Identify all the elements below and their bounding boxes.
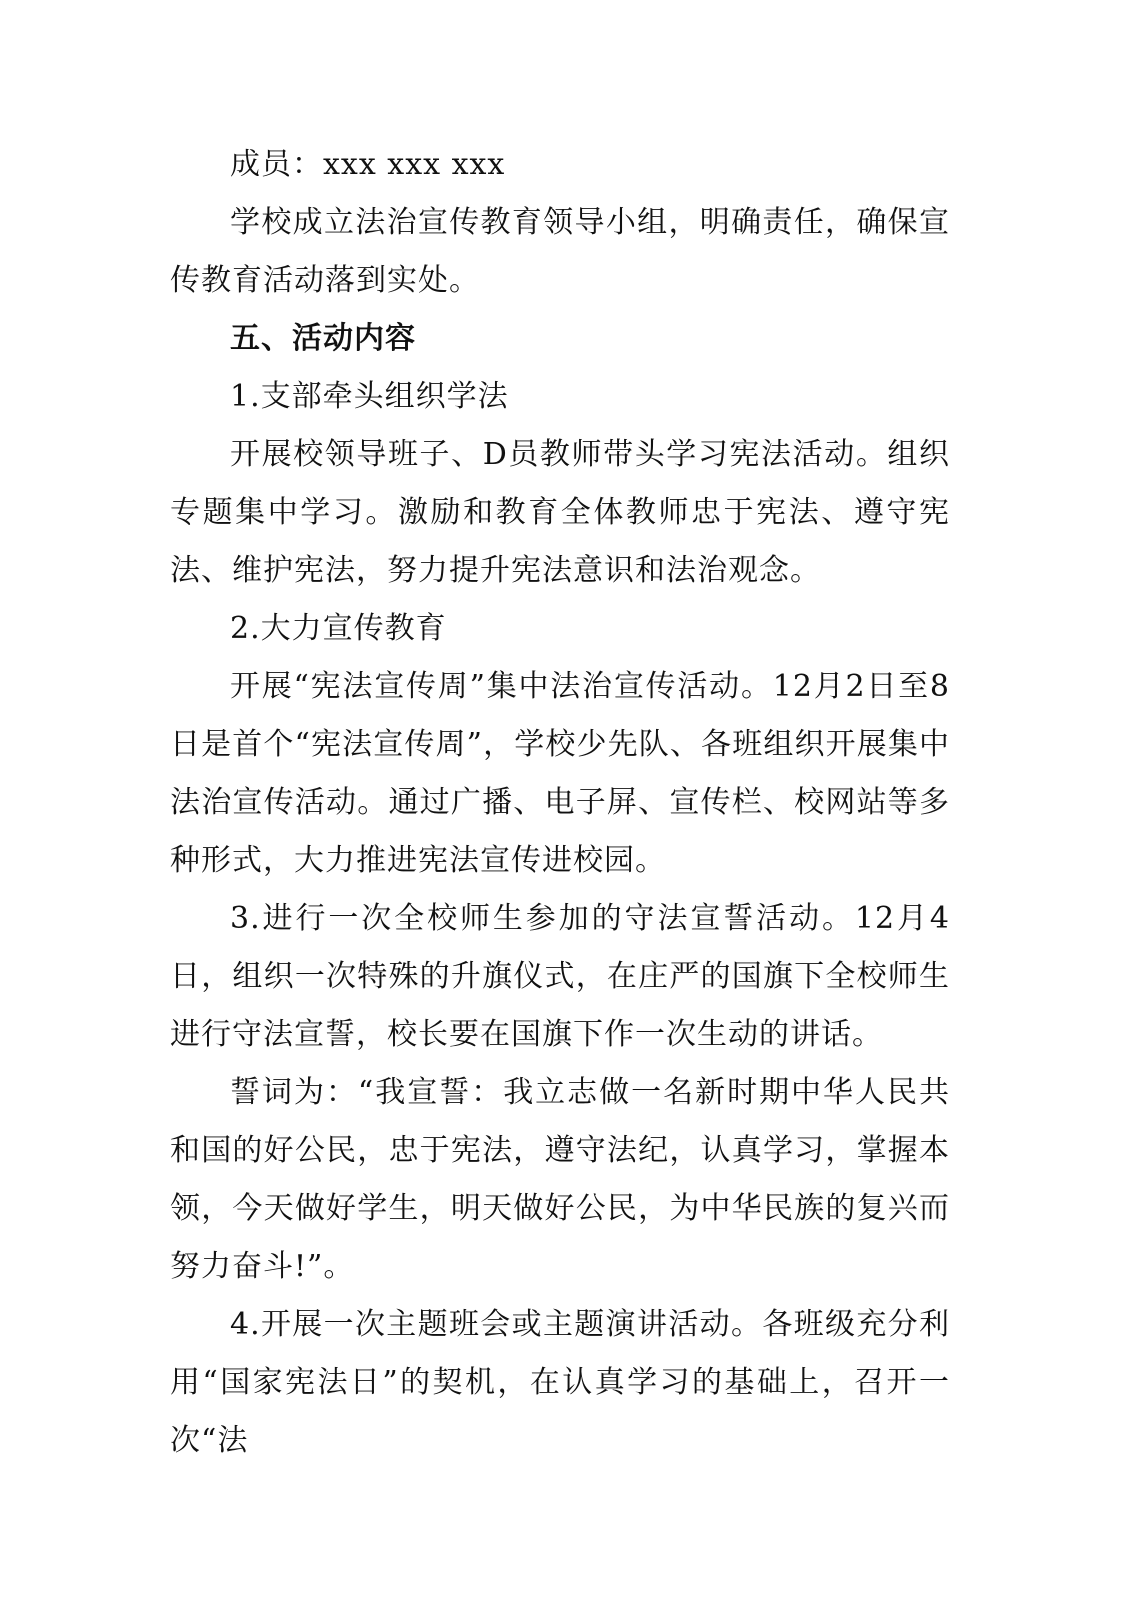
item2-body: 开展“宪法宣传周”集中法治宣传活动。12月2日至8日是首个“宪法宣传周”，学校少先队、各班组织开展集中法治宣传活动。通过广播、电子屏、宣传栏、校网站等多种形式，大力推进宪法宣传进校园。 <box>170 669 950 878</box>
item3-paragraph: 3.进行一次全校师生参加的守法宣誓活动。12月4日，组织一次特殊的升旗仪式，在庄严的国旗下全校师生进行守法宣誓，校长要在国旗下作一次生动的讲话。 <box>170 901 950 1052</box>
item2-title: 2.大力宣传教育 <box>230 611 447 646</box>
document-body <box>170 136 950 1470</box>
item4-paragraph: 4.开展一次主题班会或主题演讲活动。各班级充分利用“国家宪法日”的契机，在认真学习的基础上，召开一次“法 <box>170 1307 950 1458</box>
leadership-paragraph: 学校成立法治宣传教育领导小组，明确责任，确保宣传教育活动落到实处。 <box>170 205 950 298</box>
item1-body: 开展校领导班子、D员教师带头学习宪法活动。组织专题集中学习。激励和教育全体教师忠于宪法、遵守宪法、维护宪法，努力提升宪法意识和法治观念。 <box>170 437 950 588</box>
section-heading: 五、活动内容 <box>230 321 416 356</box>
item1-title: 1.支部牵头组织学法 <box>230 379 509 414</box>
oath-paragraph: 誓词为：“我宣誓：我立志做一名新时期中华人民共和国的好公民，忠于宪法，遵守法纪，认真学习，掌握本领，今天做好学生，明天做好公民，为中华民族的复兴而努力奋斗!”。 <box>170 1075 950 1284</box>
members-line: 成员：xxx xxx xxx <box>230 147 506 182</box>
